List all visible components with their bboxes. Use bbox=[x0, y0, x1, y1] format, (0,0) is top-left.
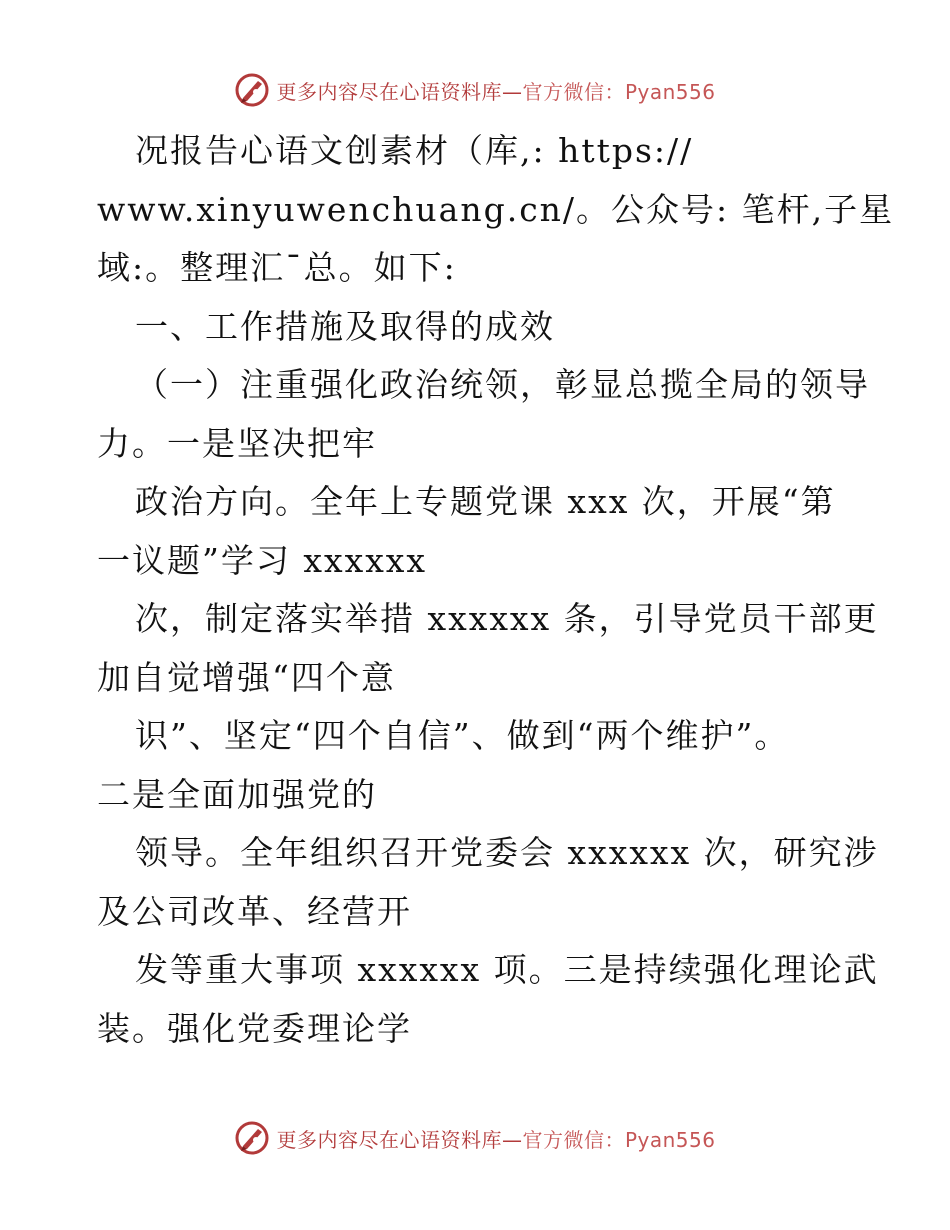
body-line: 况报告心语文创素材（库,: https:// bbox=[135, 131, 694, 170]
footer-banner bbox=[0, 1116, 950, 1160]
body-line: 识”、坚定“四个自信”、做到“两个维护”。 bbox=[135, 716, 790, 755]
pen-logo-icon bbox=[234, 72, 270, 108]
body-line: 一议题”学习 xxxxxx bbox=[97, 540, 428, 580]
footer-banner-text: 更多内容尽在心语资料库—官方微信：Pyan556 bbox=[276, 1127, 716, 1152]
section-heading: 一、工作措施及取得的成效 bbox=[135, 306, 555, 346]
body-line: 政治方向。全年上专题党课 xxx 次，开展“第 bbox=[135, 482, 836, 521]
pen-logo-icon bbox=[234, 1120, 270, 1156]
body-line: 及公司改革、经营开 bbox=[97, 891, 412, 931]
body-line: 发等重大事项 xxxxxx 项。三是持续强化理论武 bbox=[135, 950, 879, 989]
header-banner bbox=[0, 68, 950, 112]
body-line: 装。强化党委理论学 bbox=[97, 1008, 412, 1048]
body-line: www.xinyuwenchuang.cn/。公众号: 笔杆,子星 bbox=[97, 189, 895, 229]
body-line: 加自觉增强“四个意 bbox=[97, 657, 396, 697]
body-line: 领导。全年组织召开党委会 xxxxxx 次，研究涉 bbox=[135, 833, 879, 872]
subsection-heading: （一）注重强化政治统领，彰显总揽全局的领导 bbox=[135, 365, 870, 404]
body-line: 次，制定落实举措 xxxxxx 条，引导党员干部更 bbox=[135, 599, 879, 638]
header-contact: 官方微信：Pyan556 bbox=[522, 79, 716, 104]
document-body bbox=[97, 122, 895, 1058]
footer-contact: 官方微信：Pyan556 bbox=[522, 1127, 716, 1152]
body-line: 二是全面加强党的 bbox=[97, 774, 377, 814]
header-banner-text: 更多内容尽在心语资料库—官方微信：Pyan556 bbox=[276, 79, 716, 104]
body-line: 力。一是坚决把牢 bbox=[97, 423, 377, 463]
body-line: 域:。整理汇¯总。如下: bbox=[97, 248, 457, 287]
